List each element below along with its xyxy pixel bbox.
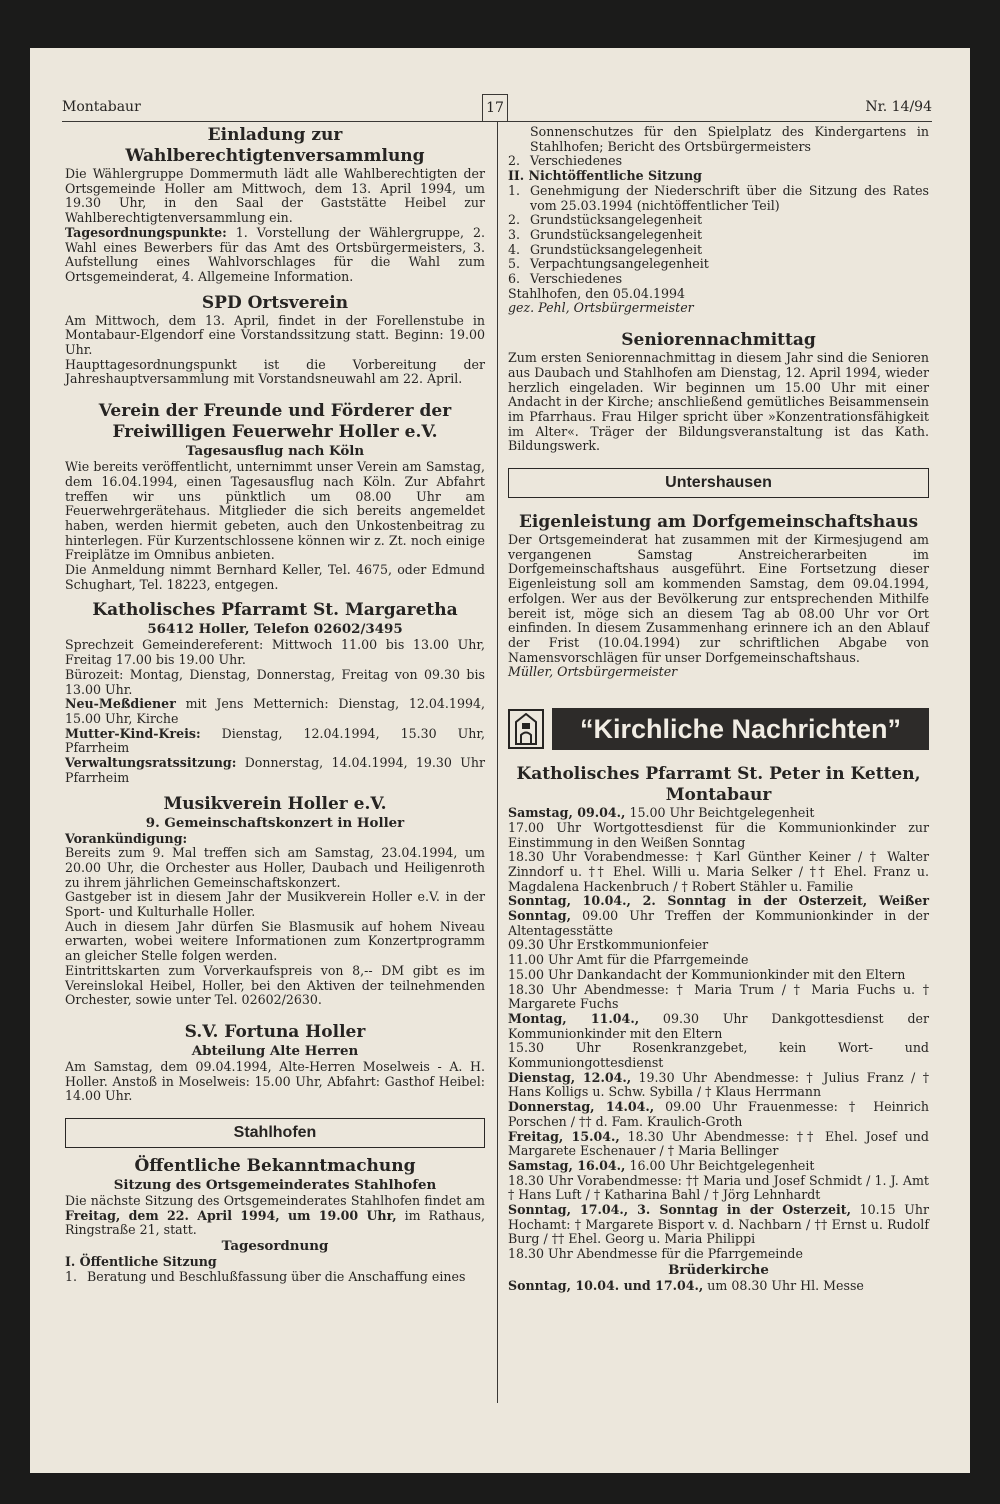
article-text: Eintrittskarten zum Vorverkaufspreis von 8,-- DM gibt es im Vereinslokal Heibel, Holler, bei den Aktiven der teilnehmenden Orchester, sowie unter Tel. 02602/2630. xyxy=(65,962,485,1008)
article-text: Auch in diesem Jahr dürfen Sie Blasmusik auf hohem Niveau erwarten, wobei weitere Informationen zum Konzertprogramm an gleicher Stelle folgen werden. xyxy=(65,918,485,964)
section-box-stahlhofen: Stahlhofen xyxy=(65,1118,485,1148)
bold-label: Vorankündigung: xyxy=(65,830,188,846)
article-text: Der Ortsgemeinderat hat zusammen mit der Kirmesjugend am vergangenen Samstag Anstreicherarbeiten im Dorfgemeinschaftshaus ausgeführt. Eine Fortsetzung dieser Eigenleistung soll am kommenden Samstag, dem 09.04.1994, erfolgen. Wer aus der Bevölkerung zur entsprechenden Mithilfe bereit ist, möge sich an diesem Tag ab 08.00 Uhr vor Ort einfinden. In diesem Zusammenhang erinnere ich an den Ablauf der Frist (10.04.1994) zur schriftlichen Abgabe von Namensvorschlägen für unser Dorfgemeinschaftshaus. xyxy=(508,532,929,665)
article-title: Katholisches Pfarramt St. Margaretha xyxy=(92,600,458,621)
text-span: 09.00 Uhr Frauenmesse: † Heinrich Porschen / †† d. Fam. Kraulich-Groth xyxy=(508,1099,929,1129)
bold-label: Montag, 11.04., xyxy=(508,1010,640,1026)
item-text: Verschiedenes xyxy=(530,153,623,169)
text-span: Donnerstag, 14.04.1994, 19.30 Uhr Pfarrheim xyxy=(65,755,485,785)
item-text: Verpachtungsangelegenheit xyxy=(530,256,709,272)
item-text: Verschiedenes xyxy=(530,271,623,287)
signature: Müller, Ortsbürgermeister xyxy=(508,664,678,680)
article-subtitle: 56412 Holler, Telefon 02602/3495 xyxy=(147,621,403,638)
article-text: 11.00 Uhr Amt für die Pfarrgemeinde xyxy=(508,952,749,968)
text-span: Dienstag, 12.04.1994, 15.30 Uhr, Pfarrheim xyxy=(65,725,485,756)
article-subtitle: Sitzung des Ortsgemeinderates Stahlhofen xyxy=(113,1177,437,1194)
article-subtitle: Tagesausflug nach Köln xyxy=(185,443,365,460)
left-column xyxy=(65,125,485,1285)
bold-label: Sonntag, 10.04. und 17.04., xyxy=(508,1277,704,1293)
column-divider xyxy=(497,121,498,1403)
bold-label: Sonntag, 17.04., 3. Sonntag in der Osterzeit, xyxy=(508,1202,851,1218)
text-span: 09.30 Uhr Dankgottesdienst der Kommunionkinder mit den Eltern xyxy=(508,1010,929,1041)
article-text: Die Anmeldung nimmt Bernhard Keller, Tel. 4675, oder Edmund Schughart, Tel. 18223, entgegen. xyxy=(65,562,485,592)
text-span: 10.15 Uhr Hochamt: † Margarete Bisport v. d. Nachbarn / †† Ernst u. Rudolf Burg / †† Ehel. Georg u. Maria Philippi xyxy=(508,1202,929,1247)
bold-label: Freitag, 15.04., xyxy=(508,1128,620,1144)
agenda-item xyxy=(508,184,929,213)
article-title: Öffentliche Bekanntmachung xyxy=(134,1156,416,1177)
article-title: Eigenleistung am Dorfgemeinschaftshaus xyxy=(518,512,919,533)
article-subtitle: 9. Gemeinschaftskonzert in Holler xyxy=(145,814,405,831)
article-text: 18.30 Uhr Abendmesse für die Pfarrgemeinde xyxy=(508,1246,803,1262)
article-text xyxy=(65,697,485,726)
article-title: Seniorennachmittag xyxy=(621,330,816,351)
article-text xyxy=(508,1279,929,1294)
church-icon xyxy=(508,709,544,749)
article-text xyxy=(508,1203,929,1247)
issue-number: Nr. 14/94 xyxy=(865,99,932,115)
article-text: 18.30 Uhr Vorabendmesse: † Karl Günther Keiner / † Walter Zinndorf u. †† Ehel. Willi u. Maria Selker / †† Ehel. Franz u. Magdalena Hackenbruch / † Robert Stähler u. Familie xyxy=(508,849,929,894)
text-span: 18.30 Uhr Abendmesse: †† Ehel. Josef und Margarete Eschenauer / † Maria Bellinger xyxy=(508,1128,929,1159)
bold-label: Donnerstag, 14.04., xyxy=(508,1099,655,1115)
item-number: 2. xyxy=(508,212,521,228)
agenda-item xyxy=(508,125,929,154)
article-text xyxy=(508,1012,929,1041)
article-text xyxy=(65,226,485,285)
article-text xyxy=(65,1255,485,1270)
article-subtitle: Tagesordnung xyxy=(221,1238,329,1255)
signature: gez. Pehl, Ortsbürgermeister xyxy=(508,300,694,316)
agenda-item xyxy=(508,154,929,169)
article-text: 18.30 Uhr Vorabendmesse: †† Maria und Josef Schmidt / 1. J. Amt † Hans Luft / † Katharina Bahl / † Jörg Lehnhardt xyxy=(508,1172,929,1203)
text-span: im Rathaus, Ringstraße 21, statt. xyxy=(65,1207,485,1238)
section-box-untershausen: Untershausen xyxy=(508,468,929,498)
item-number: 1. xyxy=(65,1268,78,1284)
page-number: 17 xyxy=(482,94,508,122)
article-text: Bereits zum 9. Mal treffen sich am Samstag, 23.04.1994, um 20.00 Uhr, die Orchester aus Holler, Daubach und Heiligenroth zu ihrem jährlichen Gemeinschaftskonzert. xyxy=(65,845,485,890)
article-text: 17.00 Uhr Wortgottesdienst für die Kommunionkinder zur Einstimmung in den Weißen Sonntag xyxy=(508,819,929,850)
item-text: Grundstücksangelegenheit xyxy=(530,212,703,228)
article-text xyxy=(508,894,929,938)
agenda-item xyxy=(508,272,929,287)
article-text: Zum ersten Seniorennachmittag in diesem Jahr sind die Senioren aus Daubach und Stahlhofen am Dienstag, 12. April 1994, wieder herzlich eingeladen. Wir beginnen um 15.00 Uhr mit einer Andacht in der Kirche; anschließend gemütliches Beisammensein im Pfarrhaus. Frau Hilger spricht über »Konzentrationsfähigkeit im Alter«. Träger der Bildungsveranstaltung ist das Kath. Bildungswerk. xyxy=(508,350,929,454)
text-span: Die nächste Sitzung des Ortsgemeinderates Stahlhofen findet am xyxy=(65,1193,485,1209)
article-text: 15.00 Uhr Dankandacht der Kommunionkinder mit den Eltern xyxy=(508,966,906,982)
item-text: Beratung und Beschlußfassung über die Anschaffung eines xyxy=(87,1268,466,1284)
article-text: 09.30 Uhr Erstkommunionfeier xyxy=(508,937,709,953)
bold-label: Freitag, dem 22. April 1994, um 19.00 Uhr, xyxy=(65,1207,397,1223)
text-span: 15.00 Uhr Beichtgelegenheit xyxy=(625,805,815,821)
bold-label: II. Nichtöffentliche Sitzung xyxy=(508,168,702,184)
article-text: Die Wählergruppe Dommermuth lädt alle Wahlberechtigten der Ortsgemeinde Holler am Mittwoch, dem 13. April 1994, um 19.30 Uhr, in den Saal der Gaststätte Heibel zur Wahlberechtigtenversammlung ein. xyxy=(65,166,485,226)
article-text: Stahlhofen, den 05.04.1994 xyxy=(508,285,685,301)
bold-label: Samstag, 09.04., xyxy=(508,805,626,821)
page-header xyxy=(62,95,932,122)
text-span: 16.00 Uhr Beichtgelegenheit xyxy=(625,1157,815,1173)
header-town: Montabaur xyxy=(62,99,141,115)
item-text: Grundstücksangelegenheit xyxy=(530,241,703,257)
article-text xyxy=(65,1194,485,1238)
article-title: S.V. Fortuna Holler xyxy=(184,1021,366,1042)
item-number: 2. xyxy=(508,153,521,169)
item-text: Grundstücksangelegenheit xyxy=(530,226,703,242)
agenda-item xyxy=(65,1270,485,1285)
bold-label: I. Öffentliche Sitzung xyxy=(65,1254,217,1270)
bold-label: Mutter-Kind-Kreis: xyxy=(65,725,201,741)
article-text: Am Samstag, dem 09.04.1994, Alte-Herren Moselweis - A. H. Holler. Anstoß in Moselweis: 15.00 Uhr, Abfahrt: Gasthof Heibel: 14.00 Uhr. xyxy=(65,1058,485,1104)
bold-label: Dienstag, 12.04., xyxy=(508,1069,632,1085)
article-text: Wie bereits veröffentlicht, unternimmt unser Verein am Samstag, dem 16.04.1994, einen Tagesausflug nach Köln. Zur Abfahrt treffen wir uns pünktlich um 08.00 Uhr am Feuerwehrgerätehaus. Mitglieder die sich bereits angemeldet haben, werden hiermit gebeten, auch den Unkostenbeitrag zu hinterlegen. Für Kurzentschlossene können wir z. Zt. noch einige Freiplätze im Omnibus anbieten. xyxy=(65,459,485,563)
bold-label: Samstag, 16.04., xyxy=(508,1157,626,1173)
text-span: um 08.30 Uhr Hl. Messe xyxy=(703,1277,864,1293)
right-column xyxy=(508,125,929,1294)
bold-label: Verwaltungsratssitzung: xyxy=(65,755,237,771)
text-span: 19.30 Uhr Abendmesse: † Julius Franz / † Hans Kolligs u. Schw. Sybilla / † Klaus Herrmann xyxy=(508,1069,929,1100)
text-span: 1. Vorstellung der Wählergruppe, 2. Wahl eines Bewerbers für das Amt des Ortsbürgermeisters, 3. Aufstellung eines Wahlvorschlages für die Wahl zum Ortsgemeinderat, 4. Allgemeine Information. xyxy=(65,224,485,284)
article-title: SPD Ortsverein xyxy=(201,292,349,313)
agenda-item xyxy=(508,257,929,272)
article-text: 15.30 Uhr Rosenkranzgebet, kein Wort- und Kommuniongottesdienst xyxy=(508,1040,929,1071)
item-number: 4. xyxy=(508,241,521,257)
bold-label: Sonntag, 10.04., 2. Sonntag in der Osterzeit, Weißer Sonntag, xyxy=(508,893,929,924)
item-text: Sonnenschutzes für den Spielplatz des Kindergartens in Stahlhofen; Bericht des Ortsbürgermeisters xyxy=(530,124,929,154)
item-number: 6. xyxy=(508,271,521,287)
article-text: Sprechzeit Gemeindereferent: Mittwoch 11.00 bis 13.00 Uhr, Freitag 17.00 bis 19.00 Uhr. xyxy=(65,637,485,668)
article-text xyxy=(508,1130,929,1159)
item-text: Genehmigung der Niederschrift über die Sitzung des Rates vom 25.03.1994 (nichtöffentlicher Teil) xyxy=(530,182,929,213)
article-subtitle: Brüderkirche xyxy=(668,1261,769,1278)
item-number: 3. xyxy=(508,226,521,242)
article-text: Bürozeit: Montag, Dienstag, Donnerstag, Freitag von 09.30 bis 13.00 Uhr. xyxy=(65,666,485,697)
article-text xyxy=(508,1159,929,1174)
text-span: 09.00 Uhr Treffen der Kommunionkinder in der Altentagesstätte xyxy=(508,908,929,938)
agenda-item xyxy=(508,213,929,228)
agenda-item xyxy=(508,243,929,258)
bold-label: Neu-Meßdiener xyxy=(65,696,176,712)
church-news-banner xyxy=(508,708,929,750)
article-text: Gastgeber ist in diesem Jahr der Musikverein Holler e.V. in der Sport- und Kulturhalle Holler. xyxy=(65,889,485,920)
text-span: mit Jens Metternich: Dienstag, 12.04.1994, 15.00 Uhr, Kirche xyxy=(65,696,485,726)
article-text: 18.30 Uhr Abendmesse: † Maria Trum / † Maria Fuchs u. † Margarete Fuchs xyxy=(508,981,929,1012)
item-number: 1. xyxy=(508,182,521,198)
article-text xyxy=(65,832,485,847)
item-number: 5. xyxy=(508,256,521,272)
article-text: Am Mittwoch, dem 13. April, findet in der Forellenstube in Montabaur-Elgendorf eine Vorstandssitzung statt. Beginn: 19.00 Uhr. xyxy=(65,312,485,358)
article-title: Musikverein Holler e.V. xyxy=(163,793,387,814)
article-text xyxy=(508,1100,929,1129)
agenda-item xyxy=(508,228,929,243)
article-text xyxy=(508,169,929,184)
article-text xyxy=(65,756,485,785)
article-title: Einladung zur Wahlberechtigtenversammlung xyxy=(125,125,425,166)
page-content xyxy=(62,95,932,1293)
article-text xyxy=(508,1071,929,1100)
article-text xyxy=(65,727,485,756)
article-title: Katholisches Pfarramt St. Peter in Ketten, Montabaur xyxy=(516,764,921,806)
bold-label: Tagesordnungspunkte: xyxy=(65,224,227,240)
article-text: Haupttagesordnungspunkt ist die Vorbereitung der Jahreshauptversammlung mit Vorstandsneuwahl am 22. April. xyxy=(65,356,485,387)
article-title: Verein der Freunde und Förderer der Freiwilligen Feuerwehr Holler e.V. xyxy=(98,401,452,443)
article-text xyxy=(508,806,929,821)
banner-title: “Kirchliche Nachrichten” xyxy=(552,708,929,750)
article-subtitle: Abteilung Alte Herren xyxy=(191,1042,359,1059)
